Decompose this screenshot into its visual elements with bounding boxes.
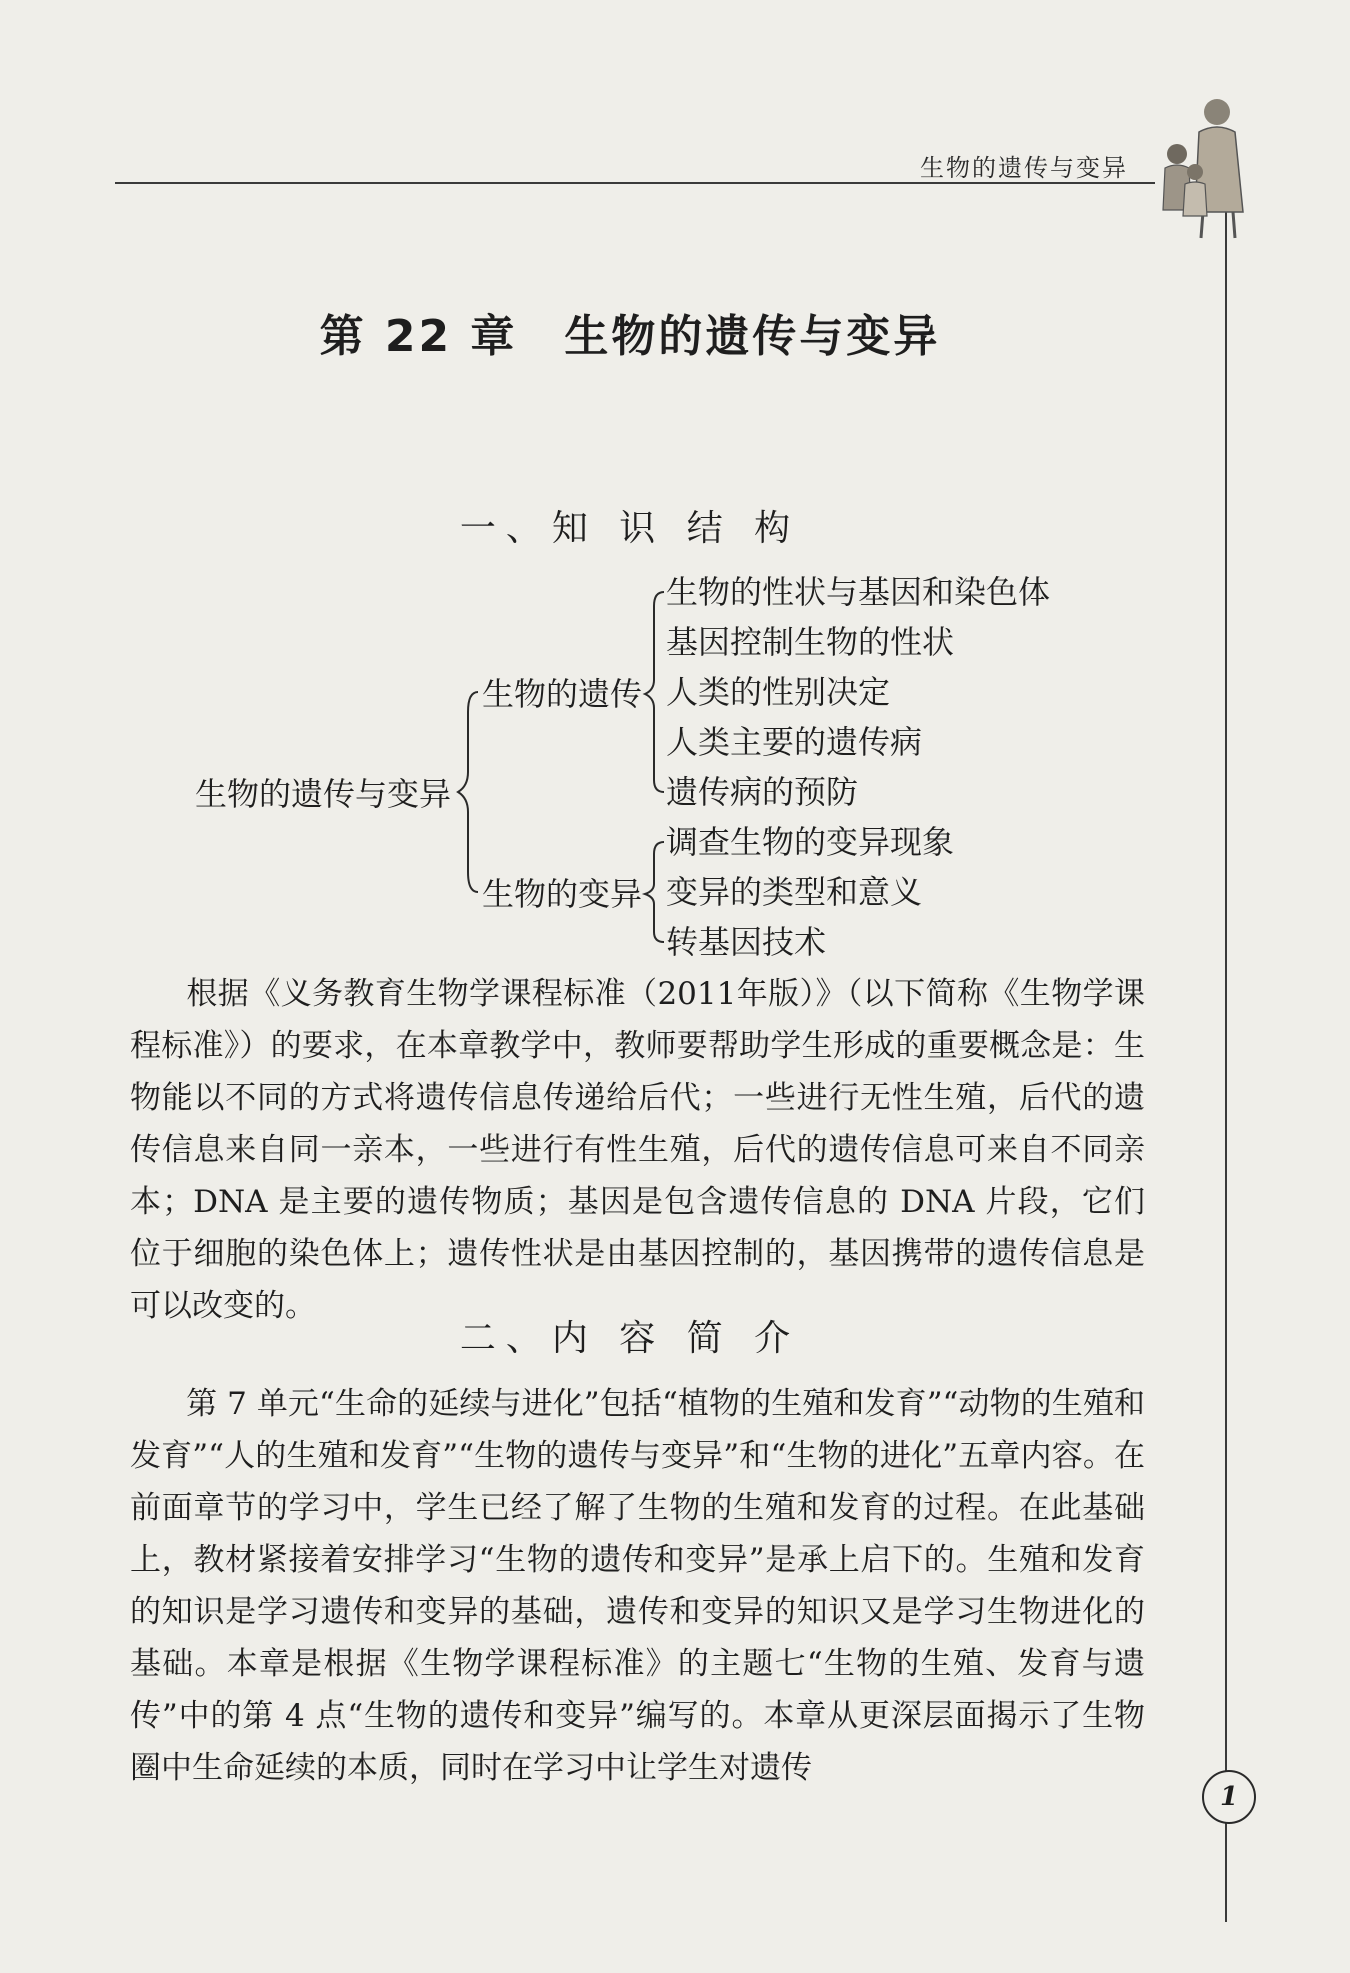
page-number: 1	[1202, 1770, 1256, 1824]
tree-leaf: 转基因技术	[666, 923, 827, 961]
tree-leaf: 生物的性状与基因和染色体	[666, 573, 1051, 611]
section-heading-knowledge-structure: 一、知 识 结 构	[459, 508, 801, 549]
header-rule	[115, 182, 1155, 184]
tree-branch-heredity: 生物的遗传	[482, 675, 643, 713]
tree-leaf: 调查生物的变异现象	[666, 823, 955, 861]
tree-leaf: 人类主要的遗传病	[666, 723, 923, 761]
running-header: 生物的遗传与变异	[920, 154, 1128, 182]
paragraph: 第 7 单元“生命的延续与进化”包括“植物的生殖和发育”“动物的生殖和发育”“人的生殖和发育”“生物的遗传与变异”和“生物的进化”五章内容。在前面章节的学习中，学生已经了解了生物的生殖和发育的过程。在此基础上，教材紧接着安排学习“生物的遗传和变异”是承上启下的。生殖和发育的知识是学习遗传和变异的基础，遗传和变异的知识又是学习生物进化的基础。本章是根据《生物学课程标准》的主题七“生物的生殖、发育与遗传”中的第 4 点“生物的遗传和变异”编写的。本章从更深层面揭示了生物圈中生命延续的本质，同时在学习中让学生对遗传	[130, 1386, 1145, 1786]
tree-leaf: 变异的类型和意义	[666, 873, 923, 911]
tree-leaf: 人类的性别决定	[666, 673, 891, 711]
tree-leaf: 基因控制生物的性状	[666, 623, 955, 661]
tree-root: 生物的遗传与变异	[195, 775, 452, 813]
chapter-title: 第 22 章 生物的遗传与变异	[319, 311, 941, 362]
tree-leaf: 遗传病的预防	[666, 773, 859, 811]
section-heading-content-summary: 二、内 容 简 介	[459, 1318, 801, 1359]
margin-rule	[1225, 182, 1227, 1922]
teacher-students-illustration	[1155, 92, 1265, 240]
tree-branch-variation: 生物的变异	[482, 875, 643, 913]
paragraph: 根据《义务教育生物学课程标准（2011年版）》（以下简称《生物学课程标准》）的要求，在本章教学中，教师要帮助学生形成的重要概念是：生物能以不同的方式将遗传信息传递给后代；一些进行无性生殖，后代的遗传信息来自同一亲本，一些进行有性生殖，后代的遗传信息可来自不同亲本；DNA 是主要的遗传物质；基因是包含遗传信息的 DNA 片段，它们位于细胞的染色体上；遗传性状是由基因控制的，基因携带的遗传信息是可以改变的。	[130, 976, 1145, 1324]
